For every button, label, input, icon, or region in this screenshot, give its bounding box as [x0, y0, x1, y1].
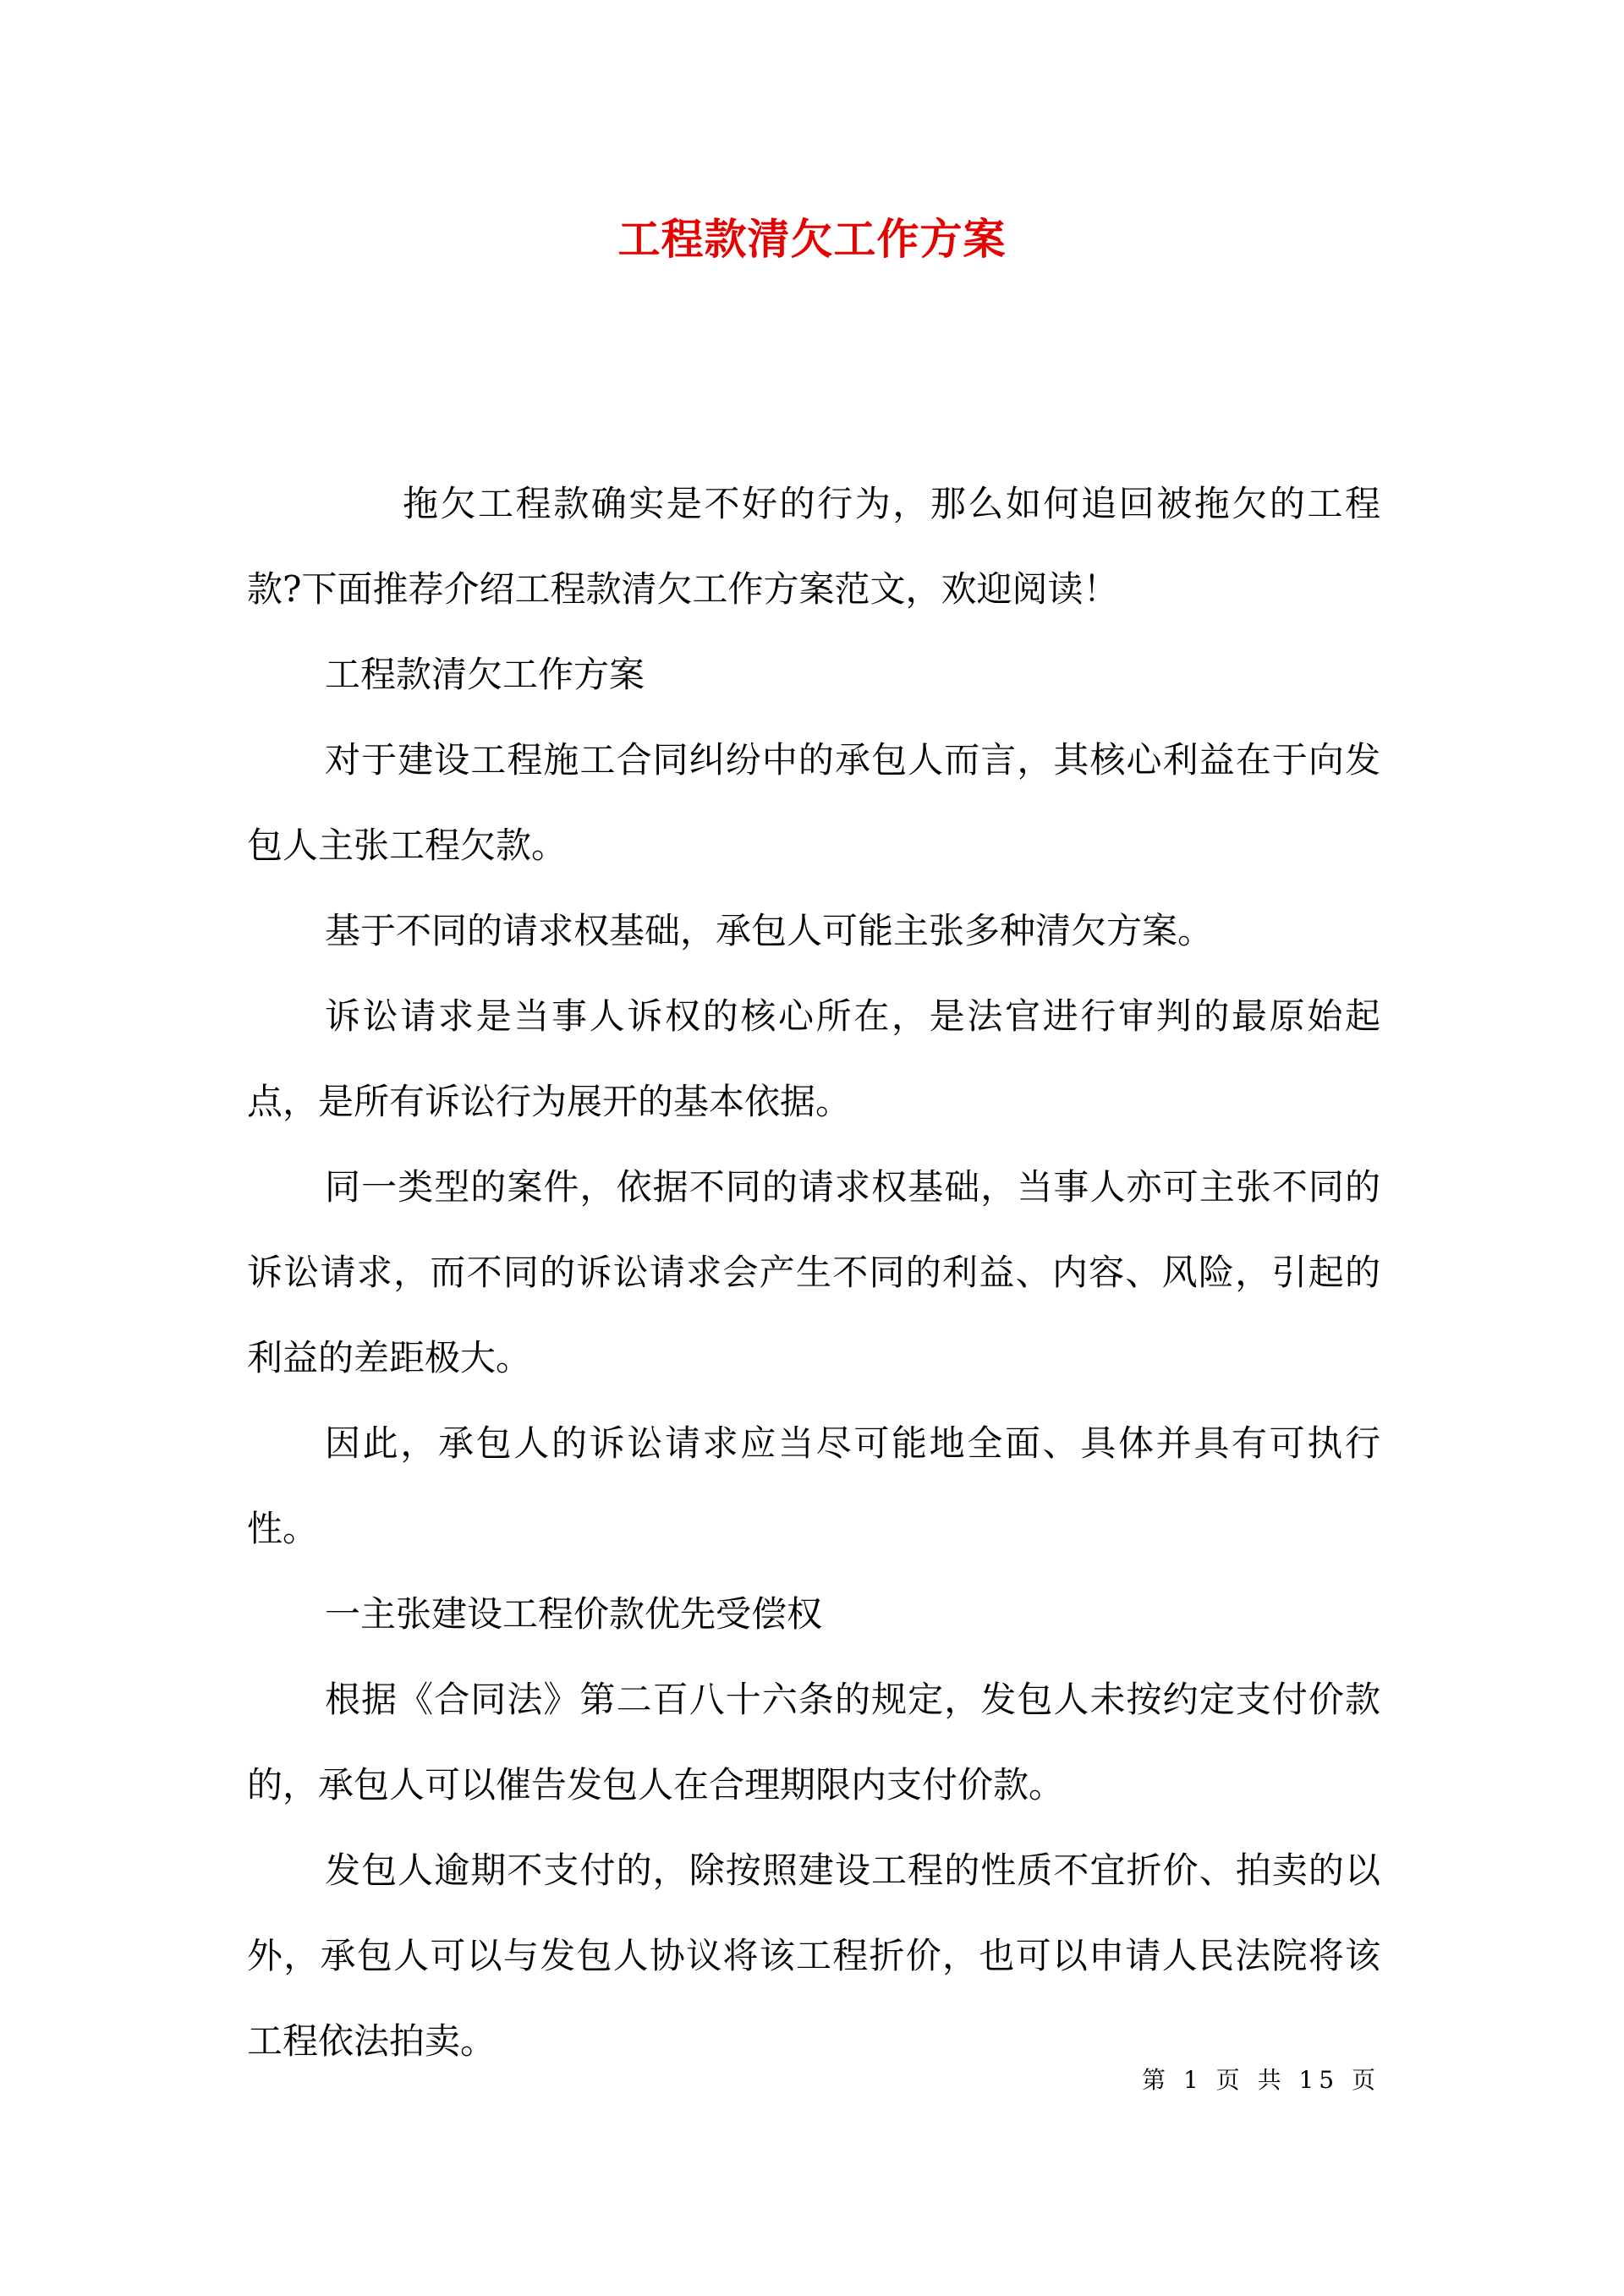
body-paragraph: 因此，承包人的诉讼请求应当尽可能地全面、具体并具有可执行性。	[247, 1422, 1380, 1549]
body-paragraph: 诉讼请求是当事人诉权的核心所在，是法官进行审判的最原始起点，是所有诉讼行为展开的基本依据。	[247, 995, 1380, 1122]
section-heading: 工程款清欠工作方案	[325, 654, 645, 695]
body-paragraph: 发包人逾期不支付的，除按照建设工程的性质不宜折价、拍卖的以外，承包人可以与发包人协议将该工程折价，也可以申请人民法院将该工程依法拍卖。	[247, 1849, 1380, 2062]
body-paragraph: 根据《合同法》第二百八十六条的规定，发包人未按约定支付价款的，承包人可以催告发包人在合理期限内支付价款。	[247, 1679, 1380, 1806]
page-number-footer: 第 1 页 共 15 页	[1142, 2066, 1380, 2094]
document-title: 工程款清欠工作方案	[617, 214, 1007, 264]
intro-paragraph: 拖欠工程款确实是不好的行为，那么如何追回被拖欠的工程款?下面推荐介绍工程款清欠工作方案范文，欢迎阅读！	[247, 483, 1380, 610]
body-paragraph: 对于建设工程施工合同纠纷中的承包人而言，其核心利益在于向发包人主张工程欠款。	[247, 739, 1380, 866]
subsection-heading: 一主张建设工程价款优先受偿权	[325, 1593, 823, 1635]
body-paragraph: 基于不同的请求权基础，承包人可能主张多种清欠方案。	[325, 910, 1214, 951]
body-paragraph: 同一类型的案件，依据不同的请求权基础，当事人亦可主张不同的诉讼请求，而不同的诉讼请求会产生不同的利益、内容、风险，引起的利益的差距极大。	[247, 1166, 1380, 1378]
document-body	[247, 461, 1380, 2084]
